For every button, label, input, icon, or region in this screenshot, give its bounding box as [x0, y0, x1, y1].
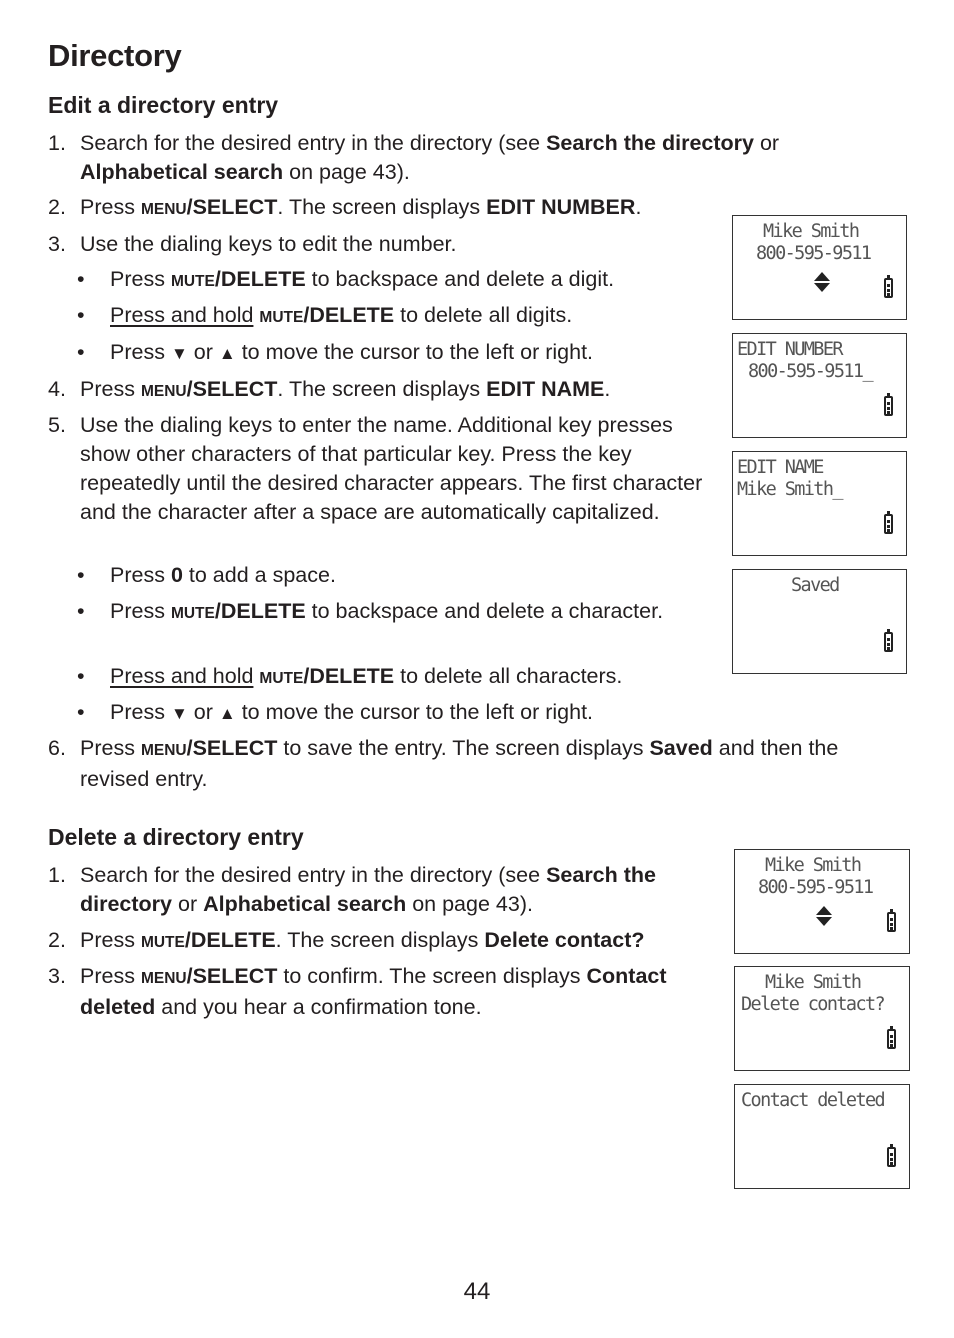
alphabetical-search-ref: Alphabetical search	[80, 160, 284, 184]
lcd-line-1: Mike Smith	[763, 221, 859, 242]
step-text: Press	[80, 928, 135, 952]
mute-key-label: MUTE	[259, 670, 304, 687]
step-text: Press	[80, 964, 135, 988]
step-number: 5.	[48, 413, 66, 437]
battery-icon	[887, 1147, 896, 1167]
step-number: 3.	[48, 964, 66, 988]
edit-heading: Edit a directory entry	[48, 92, 279, 118]
step-number: 1.	[48, 131, 66, 155]
lcd-line-1: Mike Smith	[765, 855, 861, 876]
alphabetical-search-ref: Alphabetical search	[203, 892, 407, 916]
delete-step-3	[48, 962, 688, 1022]
step-number: 6.	[48, 736, 66, 760]
edit-bullet-7	[48, 698, 718, 728]
menu-key-label: MENU	[140, 742, 187, 759]
step-number: 3.	[48, 232, 66, 256]
step-text: to backspace and delete a character.	[305, 599, 664, 623]
bullet-icon: •	[77, 599, 85, 623]
lcd-line-2: 800-595-9511_	[748, 361, 872, 382]
step-text: on page 43).	[283, 160, 410, 184]
battery-icon	[887, 1029, 896, 1049]
delete-key-label: /DELETE	[303, 664, 395, 688]
lcd-line-2: 800-595-9511	[756, 243, 871, 264]
edit-step-1	[48, 129, 878, 187]
scroll-arrows-icon	[816, 906, 832, 926]
search-directory-ref: Search the directory	[80, 863, 656, 916]
step-text: . The screen displays	[275, 928, 485, 952]
bullet-icon: •	[77, 563, 85, 587]
battery-icon	[884, 514, 893, 534]
step-text: to move the cursor to the left or right.	[241, 340, 594, 364]
scroll-arrows-icon	[814, 272, 830, 292]
step-text: .	[604, 377, 611, 401]
press-and-hold-text: Press and hold	[110, 303, 254, 327]
step-text: Press	[110, 340, 165, 364]
step-text: Press	[110, 599, 165, 623]
mute-key-label: MUTE	[140, 934, 185, 951]
delete-key-label: /DELETE	[303, 303, 395, 327]
down-arrow-icon: ▼	[170, 704, 188, 723]
press-and-hold-text: Press and hold	[110, 664, 254, 688]
step-text: to save the entry. The screen displays	[277, 736, 650, 760]
step-text: Press	[80, 736, 135, 760]
step-text: to delete all digits.	[394, 303, 573, 327]
contact-deleted-ref: Contact deleted	[80, 964, 667, 1019]
zero-key-label: 0	[170, 563, 183, 587]
delete-heading: Delete a directory entry	[48, 824, 304, 850]
step-text: . The screen displays	[277, 377, 487, 401]
mute-key-label: MUTE	[259, 309, 304, 326]
select-key-label: /SELECT	[186, 195, 278, 219]
lcd-line-1: Mike Smith	[765, 972, 861, 993]
step-text: on page 43).	[406, 892, 533, 916]
lcd-screen-contact-deleted	[734, 1084, 910, 1189]
edit-step-5	[48, 411, 708, 527]
lcd-screen-edit-number	[732, 333, 907, 438]
step-number: 4.	[48, 377, 66, 401]
delete-step-1	[48, 861, 728, 919]
lcd-line-2: Delete contact?	[741, 994, 885, 1015]
step-text: Search for the desired entry in the directory (see	[80, 131, 547, 155]
step-text: Press	[110, 267, 165, 291]
edit-step-4	[48, 375, 718, 406]
battery-icon	[887, 912, 896, 932]
menu-key-label: MENU	[140, 970, 187, 987]
search-directory-ref: Search the directory	[546, 131, 754, 155]
step-text: Press	[110, 700, 165, 724]
step-number: 2.	[48, 195, 66, 219]
delete-contact-ref: Delete contact?	[484, 928, 645, 952]
step-text: to add a space.	[182, 563, 336, 587]
lcd-screen-delete-contact	[734, 966, 910, 1071]
select-key-label: /SELECT	[186, 377, 278, 401]
edit-bullet-4	[48, 561, 718, 590]
step-text: Press	[80, 377, 135, 401]
step-text: Use the dialing keys to enter the name. Additional key presses show other characters of that particular key. Press the key repeatedly until the desired character appears. The first character and the character after a space are automatically capitalized.	[80, 413, 703, 524]
lcd-line-1: Saved	[791, 575, 839, 596]
step-text: . The screen displays	[277, 195, 487, 219]
delete-key-label: /DELETE	[214, 599, 306, 623]
menu-key-label: MENU	[140, 383, 187, 400]
bullet-icon: •	[77, 700, 85, 724]
step-text: and you hear a confirmation tone.	[155, 995, 482, 1019]
edit-step-3	[48, 230, 718, 259]
edit-step-2	[48, 193, 718, 224]
edit-bullet-2	[48, 301, 718, 332]
menu-key-label: MENU	[140, 201, 187, 218]
edit-number-ref: EDIT NUMBER	[486, 195, 636, 219]
page-title: Directory	[48, 38, 182, 73]
delete-step-2	[48, 926, 728, 957]
step-text: to confirm. The screen displays	[277, 964, 587, 988]
edit-name-ref: EDIT NAME	[486, 377, 605, 401]
delete-key-label: /DELETE	[214, 267, 306, 291]
step-text: Use the dialing keys to edit the number.	[80, 232, 457, 256]
step-text: or	[753, 131, 780, 155]
lcd-line-2: 800-595-9511	[758, 877, 873, 898]
lcd-screen-edit-name	[732, 451, 907, 556]
step-text: to delete all characters.	[394, 664, 623, 688]
down-arrow-icon: ▼	[170, 344, 188, 363]
battery-icon	[884, 396, 893, 416]
lcd-line-2: Mike Smith_	[737, 479, 842, 500]
step-text: Search for the desired entry in the directory (see	[80, 863, 547, 887]
lcd-screen-entry-delete	[734, 849, 910, 954]
page-number: 44	[463, 1278, 491, 1305]
step-text: and then the revised entry.	[80, 736, 839, 791]
bullet-icon: •	[77, 303, 85, 327]
bullet-icon: •	[77, 340, 85, 364]
mute-key-label: MUTE	[170, 273, 215, 290]
saved-ref: Saved	[649, 736, 713, 760]
bullet-icon: •	[77, 267, 85, 291]
select-key-label: /SELECT	[186, 736, 278, 760]
step-text: or	[172, 892, 204, 916]
edit-step-6	[48, 734, 898, 794]
up-arrow-icon: ▲	[218, 344, 236, 363]
step-text: .	[635, 195, 642, 219]
step-text: or	[193, 340, 213, 364]
edit-bullet-3	[48, 338, 718, 368]
edit-bullet-5	[48, 597, 668, 628]
step-text: Press	[110, 563, 165, 587]
lcd-line-1: Contact deleted	[741, 1090, 885, 1111]
up-arrow-icon: ▲	[218, 704, 236, 723]
edit-bullet-6	[48, 662, 718, 693]
step-number: 2.	[48, 928, 66, 952]
step-text: to backspace and delete a digit.	[305, 267, 615, 291]
select-key-label: /SELECT	[186, 964, 278, 988]
step-text: Press	[80, 195, 135, 219]
lcd-line-1: EDIT NUMBER	[737, 339, 842, 360]
bullet-icon: •	[77, 664, 85, 688]
mute-key-label: MUTE	[170, 605, 215, 622]
delete-key-label: /DELETE	[184, 928, 276, 952]
battery-icon	[884, 278, 893, 298]
lcd-line-1: EDIT NAME	[737, 457, 823, 478]
step-text: or	[193, 700, 213, 724]
battery-icon	[884, 632, 893, 652]
step-number: 1.	[48, 863, 66, 887]
edit-bullet-1	[48, 265, 718, 296]
step-text: to move the cursor to the left or right.	[241, 700, 594, 724]
lcd-screen-entry	[732, 215, 907, 320]
lcd-screen-saved	[732, 569, 907, 674]
